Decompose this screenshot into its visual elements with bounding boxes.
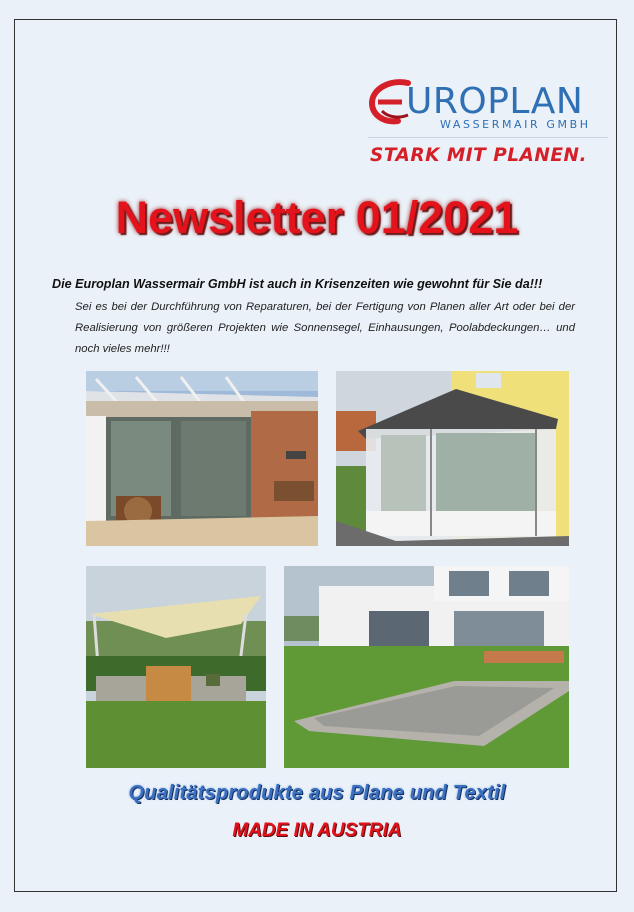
newsletter-title: Newsletter 01/2021 (115, 192, 519, 243)
pool-cover-photo (284, 566, 569, 768)
made-in-austria: MADE IN AUSTRIA (232, 820, 402, 841)
body-paragraph: Sei es bei der Durchführung von Reparaturen, bei der Fertigung von Planen aller Art oder bei der Realisierung von größeren Projekten wie Sonnensegel, Einhausungen, Poolabdeckungen… und noch vieles mehr!!! (75, 301, 575, 355)
shade-sail-photo (86, 566, 266, 768)
logo-wordmark: UROPLAN (406, 81, 584, 122)
house-porch-enclosure-photo (336, 371, 569, 546)
company-logo (368, 75, 613, 175)
logo-slogan: STARK MIT PLANEN. (370, 145, 587, 166)
logo-divider (368, 137, 608, 138)
logo-subtitle: WASSERMAIR GMBH (440, 118, 591, 131)
quality-tagline: Qualitätsprodukte aus Plane und Textil (128, 782, 506, 804)
lead-sentence: Die Europlan Wassermair GmbH ist auch in Krisenzeiten wie gewohnt für Sie da!!! (52, 277, 543, 291)
terrace-enclosure-photo (86, 371, 318, 546)
